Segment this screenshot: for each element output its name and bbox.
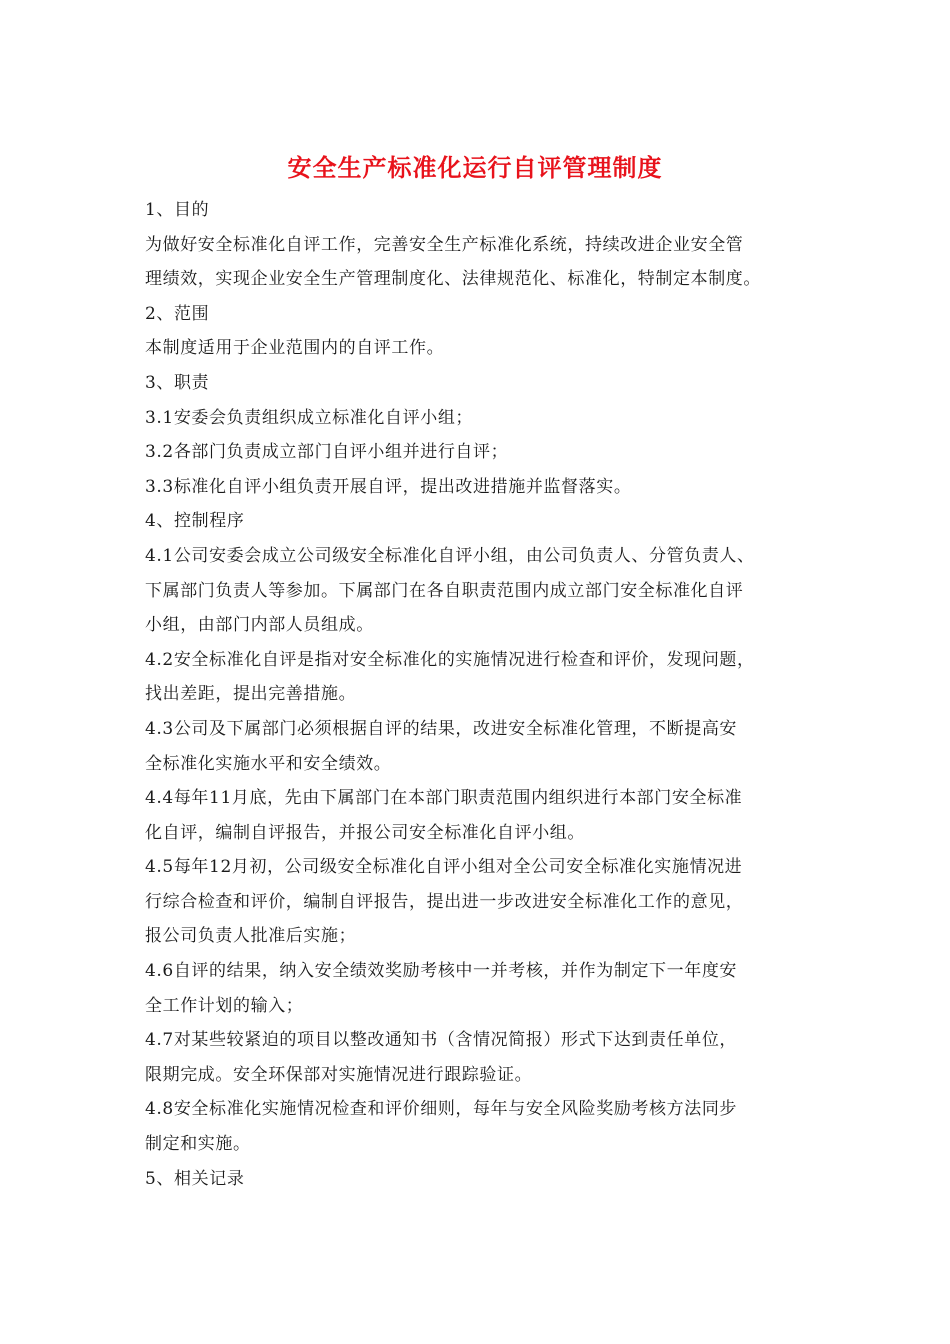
section-heading-scope: 2、范围 bbox=[145, 303, 210, 324]
paragraph-line: 3.2各部门负责成立部门自评小组并进行自评； bbox=[145, 442, 509, 463]
paragraph-line: 全工作计划的输入； bbox=[145, 995, 304, 1016]
paragraph-line: 小组，由部门内部人员组成。 bbox=[145, 615, 374, 636]
paragraph-line: 找出差距，提出完善措施。 bbox=[145, 684, 357, 705]
paragraph-line: 理绩效，实现企业安全生产管理制度化、法律规范化、标准化，特制定本制度。 bbox=[145, 269, 761, 290]
paragraph-line: 行综合检查和评价，编制自评报告，提出进一步改进安全标准化工作的意见， bbox=[145, 891, 744, 912]
paragraph-line: 为做好安全标准化自评工作，完善安全生产标准化系统，持续改进企业安全管 bbox=[145, 234, 744, 255]
section-heading-control-procedure: 4、控制程序 bbox=[145, 511, 245, 532]
paragraph-line: 4.5每年12月初，公司级安全标准化自评小组对全公司安全标准化实施情况进 bbox=[145, 857, 743, 878]
document-body bbox=[145, 193, 825, 1196]
paragraph-line: 限期完成。安全环保部对实施情况进行跟踪验证。 bbox=[145, 1064, 533, 1085]
paragraph-line: 4.2安全标准化自评是指对安全标准化的实施情况进行检查和评价，发现问题， bbox=[145, 649, 755, 670]
paragraph-line: 4.8安全标准化实施情况检查和评价细则，每年与安全风险奖励考核方法同步 bbox=[145, 1099, 738, 1120]
paragraph-line: 化自评，编制自评报告，并报公司安全标准化自评小组。 bbox=[145, 822, 585, 843]
paragraph-line: 本制度适用于企业范围内的自评工作。 bbox=[145, 338, 445, 359]
paragraph-line: 下属部门负责人等参加。下属部门在各自职责范围内成立部门安全标准化自评 bbox=[145, 580, 744, 601]
section-heading-related-records: 5、相关记录 bbox=[145, 1168, 245, 1189]
paragraph-line: 4.6自评的结果，纳入安全绩效奖励考核中一并考核，并作为制定下一年度安 bbox=[145, 961, 738, 982]
paragraph-line: 报公司负责人批准后实施； bbox=[145, 926, 357, 947]
paragraph-line: 4.7对某些较紧迫的项目以整改通知书（含情况简报）形式下达到责任单位， bbox=[145, 1030, 738, 1051]
paragraph-line: 3.1安委会负责组织成立标准化自评小组； bbox=[145, 407, 474, 428]
paragraph-line: 3.3标准化自评小组负责开展自评，提出改进措施并监督落实。 bbox=[145, 476, 632, 497]
paragraph-line: 4.3公司及下属部门必须根据自评的结果，改进安全标准化管理，不断提高安 bbox=[145, 718, 738, 739]
paragraph-line: 全标准化实施水平和安全绩效。 bbox=[145, 753, 392, 774]
paragraph-line: 4.1公司安委会成立公司级安全标准化自评小组，由公司负责人、分管负责人、 bbox=[145, 545, 755, 566]
paragraph-line: 制定和实施。 bbox=[145, 1134, 251, 1155]
section-heading-purpose: 1、目的 bbox=[145, 200, 210, 220]
section-heading-responsibilities: 3、职责 bbox=[145, 372, 210, 393]
paragraph-line: 4.4每年11月底，先由下属部门在本部门职责范围内组织进行本部门安全标准 bbox=[145, 788, 743, 809]
document-title: 安全生产标准化运行自评管理制度 bbox=[287, 154, 663, 182]
